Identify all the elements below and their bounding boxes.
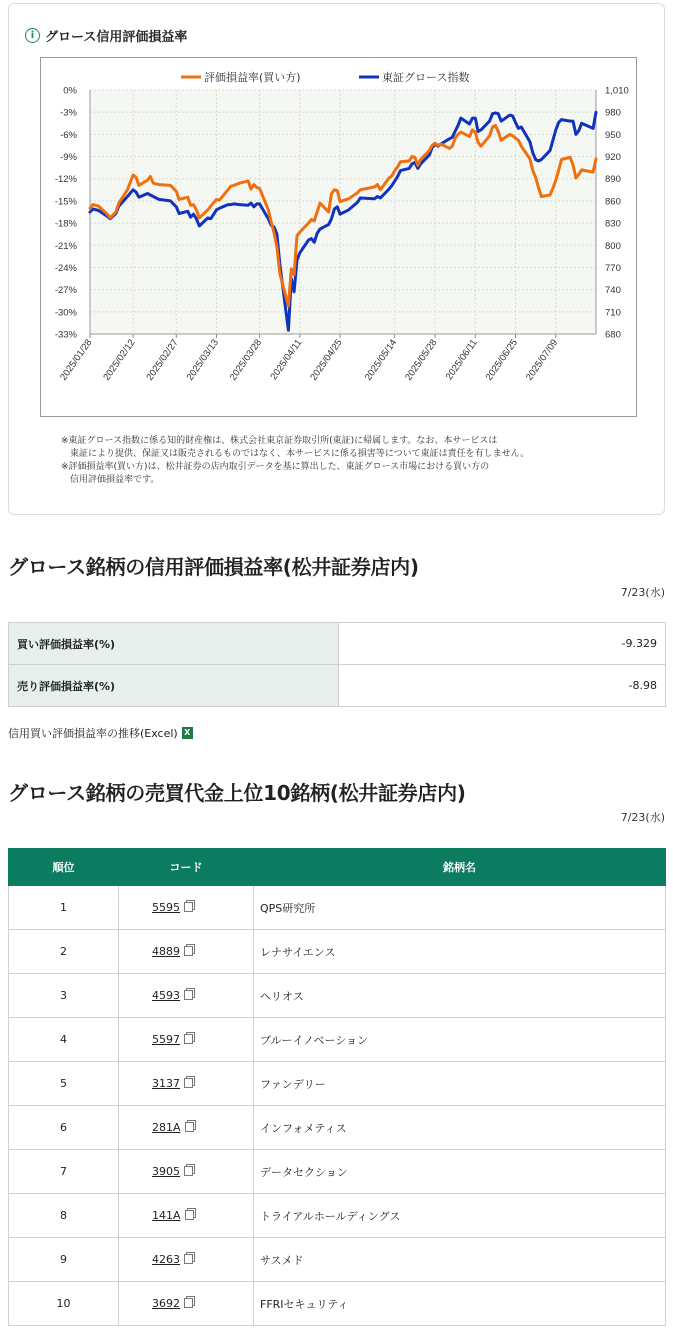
table-row [9, 665, 666, 707]
x-tick-label: 2025/06/25 [483, 337, 520, 383]
stock-name-cell: QPS研究所 [254, 886, 666, 930]
chart-card-title [25, 26, 187, 45]
right-tick-label: 890 [605, 174, 621, 186]
stock-name-cell: ヘリオス [254, 974, 666, 1018]
rank-cell: 3 [9, 974, 119, 1018]
table-row [9, 886, 666, 930]
rank-cell: 9 [9, 1238, 119, 1282]
right-tick-label: 680 [605, 329, 621, 341]
left-tick-label: -3% [60, 107, 77, 119]
x-tick-label: 2025/03/28 [227, 337, 265, 383]
right-tick-label: 860 [605, 196, 621, 208]
right-tick-label: 770 [605, 262, 621, 274]
copy-icon[interactable] [184, 990, 193, 1000]
copy-icon[interactable] [184, 1166, 193, 1176]
right-tick-label: 800 [605, 240, 621, 252]
rank-cell: 1 [9, 886, 119, 930]
excel-link-label[interactable]: 信用買い評価損益率の推移(Excel) [8, 727, 178, 740]
note-line: ※東証グロース指数に係る知的財産権は、株式会社東京証券取引所(東証)に帰属します。なお、本サービスは [61, 436, 498, 446]
table-row [9, 1194, 666, 1238]
stock-name-cell: ファンデリー [254, 1062, 666, 1106]
header-code: コード [119, 849, 254, 886]
x-tick-label: 2025/04/11 [268, 337, 305, 383]
table-header-row [9, 849, 666, 886]
stock-code-link[interactable]: 5597 [152, 1033, 180, 1046]
x-tick-label: 2025/05/28 [403, 337, 440, 383]
copy-icon[interactable] [185, 1122, 194, 1132]
rank-cell: 5 [9, 1062, 119, 1106]
stock-code-link[interactable]: 281A [152, 1121, 181, 1134]
table-row [9, 623, 666, 665]
line-chart [41, 58, 636, 416]
section-title-eval: グロース銘柄の信用評価損益率(松井証券店内) [8, 555, 419, 579]
right-tick-label: 1,010 [605, 85, 629, 97]
rank-cell: 2 [9, 930, 119, 974]
table-row [9, 1238, 666, 1282]
left-tick-label: -12% [54, 174, 77, 186]
left-tick-label: -18% [54, 218, 77, 230]
x-tick-label: 2025/02/27 [144, 337, 181, 383]
table-row [9, 1150, 666, 1194]
rank-cell: 8 [9, 1194, 119, 1238]
stock-code-link[interactable]: 141A [152, 1209, 181, 1222]
right-tick-label: 950 [605, 129, 621, 141]
section-date-eval: 7/23(水) [620, 586, 665, 599]
right-tick-label: 920 [605, 152, 621, 164]
left-tick-label: -33% [54, 329, 77, 341]
sell-eval-label: 売り評価損益率(%) [9, 665, 339, 707]
stock-name-cell: インフォメティス [254, 1106, 666, 1150]
right-tick-label: 740 [605, 285, 621, 297]
chart-card [8, 3, 665, 515]
legend-label-growth-index: 東証グロース指数 [382, 71, 470, 84]
sell-eval-value: -8.98 [339, 665, 666, 707]
buy-eval-label: 買い評価損益率(%) [9, 623, 339, 665]
rank-cell: 4 [9, 1018, 119, 1062]
x-tick-label: 2025/02/12 [101, 337, 138, 383]
x-tick-label: 2025/07/09 [523, 337, 561, 383]
code-cell [119, 886, 254, 930]
code-cell [119, 1018, 254, 1062]
note-line: ※評価損益率(買い方)は、松井証券の店内取引データを基に算出した、東証グロース市場における買い方の [61, 462, 490, 472]
left-tick-label: -6% [60, 129, 77, 141]
stock-code-link[interactable]: 3137 [152, 1077, 180, 1090]
section-date-ranking: 7/23(水) [620, 811, 665, 824]
excel-download-link[interactable] [8, 725, 193, 741]
code-cell [119, 1238, 254, 1282]
code-cell [119, 1062, 254, 1106]
left-tick-label: -15% [54, 196, 77, 208]
left-tick-label: -21% [54, 240, 77, 252]
code-cell [119, 930, 254, 974]
left-tick-label: 0% [63, 85, 77, 97]
table-row [9, 930, 666, 974]
left-tick-label: -27% [54, 285, 77, 297]
info-icon[interactable]: i [25, 28, 40, 43]
code-cell [119, 1150, 254, 1194]
stock-code-link[interactable]: 4889 [152, 945, 180, 958]
rank-cell: 10 [9, 1282, 119, 1326]
buy-eval-value: -9.329 [339, 623, 666, 665]
legend-label-eval-rate: 評価損益率(買い方) [204, 71, 301, 84]
x-tick-label: 2025/01/28 [58, 337, 95, 383]
chart-card-title-text: グロース信用評価損益率 [45, 30, 188, 45]
stock-name-cell: データセクション [254, 1150, 666, 1194]
note-line: 信用評価損益率です。 [61, 475, 160, 485]
chart-notes [61, 435, 529, 487]
right-tick-label: 710 [605, 307, 621, 319]
right-tick-label: 830 [605, 218, 621, 230]
code-cell [119, 1282, 254, 1326]
stock-name-cell: トライアルホールディングス [254, 1194, 666, 1238]
copy-icon[interactable] [184, 1034, 193, 1044]
left-tick-label: -24% [54, 262, 77, 274]
stock-name-cell: ブルーイノベーション [254, 1018, 666, 1062]
copy-icon[interactable] [184, 1078, 193, 1088]
right-tick-label: 980 [605, 107, 621, 119]
stock-code-link[interactable]: 5595 [152, 901, 180, 914]
x-tick-label: 2025/03/13 [184, 337, 221, 383]
copy-icon[interactable] [185, 1210, 194, 1220]
x-tick-label: 2025/06/11 [443, 337, 480, 383]
code-cell [119, 974, 254, 1018]
code-cell [119, 1194, 254, 1238]
header-rank: 順位 [9, 849, 119, 886]
copy-icon[interactable] [184, 1254, 193, 1264]
x-tick-label: 2025/04/25 [308, 337, 345, 383]
stock-code-link[interactable]: 4593 [152, 989, 180, 1002]
stock-code-link[interactable]: 4263 [152, 1253, 180, 1266]
copy-icon[interactable] [184, 1298, 193, 1308]
copy-icon[interactable] [184, 902, 193, 912]
table-row [9, 974, 666, 1018]
table-row [9, 1106, 666, 1150]
stock-name-cell: レナサイエンス [254, 930, 666, 974]
stock-name-cell: サスメド [254, 1238, 666, 1282]
table-row [9, 1018, 666, 1062]
table-row [9, 1282, 666, 1326]
stock-code-link[interactable]: 3692 [152, 1297, 180, 1310]
stock-name-cell: FFRIセキュリティ [254, 1282, 666, 1326]
note-line: 東証により提供、保証又は販売されるものではなく、本サービスに係る損害等について東証は責任を有しません。 [61, 449, 530, 459]
code-cell [119, 1106, 254, 1150]
table-row [9, 1062, 666, 1106]
left-tick-label: -30% [54, 307, 77, 319]
chart-frame [40, 57, 637, 417]
copy-icon[interactable] [184, 946, 193, 956]
section-title-ranking: グロース銘柄の売買代金上位10銘柄(松井証券店内) [8, 781, 466, 805]
ranking-table [8, 848, 666, 1326]
rank-cell: 6 [9, 1106, 119, 1150]
header-name: 銘柄名 [254, 849, 666, 886]
rank-cell: 7 [9, 1150, 119, 1194]
x-tick-label: 2025/05/14 [362, 337, 400, 383]
eval-table [8, 622, 666, 707]
excel-icon[interactable]: X [182, 727, 193, 739]
left-tick-label: -9% [60, 152, 77, 164]
stock-code-link[interactable]: 3905 [152, 1165, 180, 1178]
